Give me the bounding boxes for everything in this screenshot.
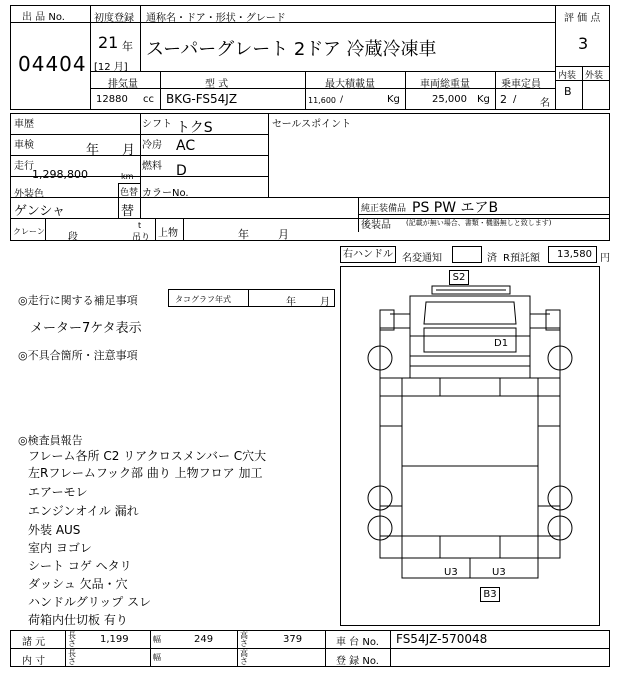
inspector-line: ダッシュ 欠品・穴 (28, 577, 128, 591)
damage-mark-u3-right: U3 (492, 567, 506, 578)
length-label: 長さ (68, 631, 76, 648)
inspector-line: フレーム各所 C2 リアクロスメンバー C穴大 (28, 449, 267, 463)
first-reg-year: 21 (98, 33, 119, 52)
max-load-slash: / (340, 95, 344, 105)
tachograph-year: 年 (286, 297, 296, 308)
damage-mark-d1: D1 (494, 338, 509, 349)
crane-ton: t (138, 221, 142, 230)
history-label: 車歴 (14, 119, 34, 130)
inspector-line: エアーモレ (28, 485, 88, 499)
height-value: 379 (283, 634, 303, 645)
displacement-label: 排気量 (108, 79, 138, 90)
shift-label: シフト (142, 119, 172, 130)
inspector-line: 外装 AUS (28, 523, 81, 537)
gross-weight-unit: Kg (477, 94, 490, 105)
name-change-label: 名変通知 (402, 253, 442, 264)
recycle-label: R預託額 (503, 253, 540, 264)
aftermarket-note: (記載が無い場合、書類・機器無しと致します) (406, 219, 552, 227)
inspector-line: 室内 ヨゴレ (28, 541, 92, 555)
damage-mark-b3: B3 (480, 587, 500, 602)
name-change-box (452, 246, 482, 263)
supplement-text: メーター7ケタ表示 (30, 321, 142, 336)
chassis-value: FS54JZ-570048 (396, 632, 488, 646)
gross-weight-value: 25,000 (432, 94, 467, 105)
lot-no-label: 出 品 No. (22, 12, 65, 23)
vehicle-name-label: 通称名・ドア・形状・グレード (146, 13, 286, 24)
capacity-label: 乗車定員 (501, 79, 541, 90)
mileage-value: 1,298,800 (32, 168, 88, 181)
exterior-grade-label: 外装 (585, 71, 604, 81)
gross-weight-label: 車両総重量 (420, 79, 470, 90)
right-handle-badge: 右ハンドル (340, 246, 396, 263)
width-value: 249 (194, 634, 214, 645)
inner-height-label: 高さ (240, 649, 248, 666)
inspection-year: 年 (86, 143, 100, 158)
width-label: 幅 (153, 635, 161, 644)
inner-width-label: 幅 (153, 653, 161, 662)
displacement-unit: cc (143, 94, 154, 105)
displacement-value: 12880 (96, 94, 128, 105)
max-load-unit: Kg (387, 94, 400, 105)
ac-label: 冷房 (142, 140, 162, 151)
reg-no-label: 登 録 No. (336, 656, 379, 667)
first-reg-month: [12 月] (94, 62, 128, 73)
inspector-line: 左Rフレームフック部 曲り 上物フロア 加工 (28, 466, 263, 480)
capacity-unit: 名 (540, 98, 550, 109)
crane-label: クレーン (13, 227, 45, 236)
crane-stage: 段 (68, 232, 78, 243)
fuel-value: D (176, 163, 187, 179)
inspector-line: ハンドルグリップ スレ (28, 595, 152, 609)
body-month: 月 (278, 228, 289, 241)
year-unit: 年 (122, 40, 133, 53)
recycle-amount-box: 13,580 (548, 246, 597, 263)
aftermarket-label: 後装品 (361, 220, 391, 231)
inspector-line: エンジンオイル 漏れ (28, 504, 139, 518)
body-label: 上物 (158, 228, 178, 239)
lot-no: 04404 (18, 52, 87, 76)
recycle-yen: 円 (600, 253, 610, 264)
max-load-value: 11,600 (308, 96, 336, 105)
inspector-line: 荷箱内仕切板 有り (28, 613, 128, 627)
interior-grade: B (564, 85, 572, 98)
dims-label: 諸 元 (22, 637, 46, 648)
mileage-unit: km (121, 172, 134, 181)
max-load-label: 最大積載量 (325, 79, 375, 90)
supplement-title: ◎走行に関する補足事項 (18, 294, 138, 307)
inspection-month: 月 (122, 143, 136, 158)
body-year: 年 (238, 228, 249, 241)
inner-length-label: 長さ (68, 649, 76, 666)
ac-value: AC (176, 138, 196, 154)
color-value: ゲンシャ (14, 204, 66, 219)
color-no-label: カラーNo. (142, 188, 189, 199)
interior-grade-label: 内装 (558, 71, 577, 81)
sales-point-label: セールスポイント (272, 119, 352, 130)
color-label: 外装色 (14, 189, 44, 200)
color-change-value: 替 (121, 204, 135, 219)
capacity-value: 2 (500, 93, 507, 106)
crane-hang: 吊り (132, 233, 151, 243)
model-label: 型 式 (205, 79, 229, 90)
rating-label: 評 価 点 (564, 13, 601, 24)
damage-mark-s2: S2 (449, 270, 469, 285)
inspector-title: ◎検査員報告 (18, 434, 83, 447)
defect-title: ◎不具合箇所・注意事項 (18, 349, 138, 362)
genuine-label: 純正装備品 (361, 204, 407, 214)
rating-value: 3 (578, 34, 589, 53)
chassis-label: 車 台 No. (336, 637, 379, 648)
mileage-label: 走行 (14, 161, 34, 172)
tachograph-month: 月 (320, 297, 330, 308)
inner-dims-label: 内 寸 (22, 656, 46, 667)
first-reg-label: 初度登録 (94, 13, 134, 24)
color-change-label: 色替 (120, 188, 139, 198)
height-label: 高さ (240, 631, 248, 648)
inspector-line: シート コゲ ヘタリ (28, 559, 132, 573)
length-value: 1,199 (100, 634, 129, 645)
truck-outline-diagram (340, 266, 600, 626)
tachograph-label: タコグラフ年式 (175, 295, 231, 304)
recycle-prefix: 済 (487, 253, 497, 264)
damage-mark-u3-left: U3 (444, 567, 458, 578)
model-value: BKG-FS54JZ (166, 92, 238, 106)
fuel-label: 燃料 (142, 161, 162, 172)
capacity-slash: / (513, 94, 517, 105)
genuine-value: PS PW エアB (412, 200, 499, 216)
inspection-label: 車検 (14, 140, 34, 151)
vehicle-name: スーパーグレート 2ドア 冷蔵冷凍車 (146, 39, 437, 60)
shift-value: トクS (176, 120, 213, 136)
